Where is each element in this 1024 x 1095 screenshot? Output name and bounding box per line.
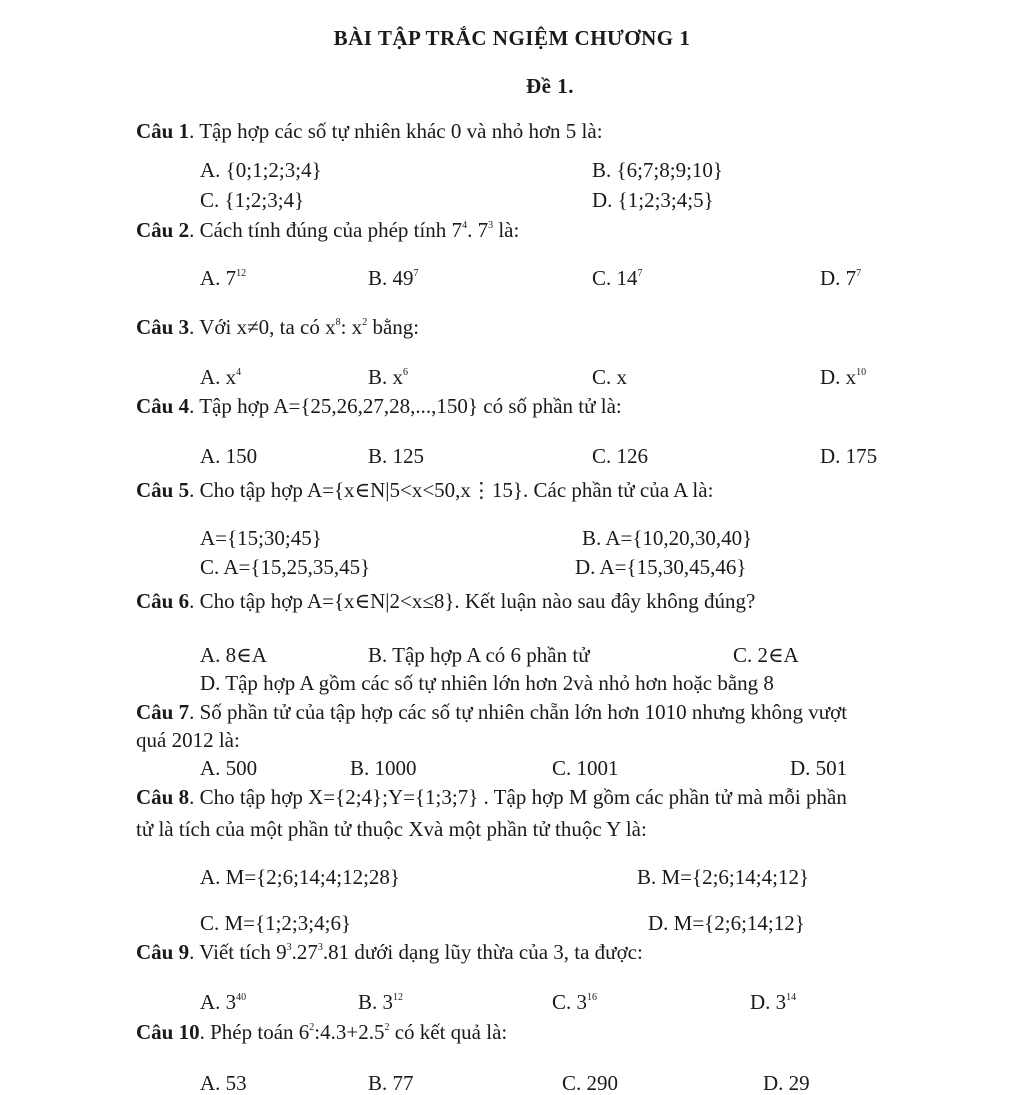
- q4-option-a: A. 150: [200, 444, 258, 468]
- page-title: BÀI TẬP TRẮC NGIỆM CHƯƠNG 1: [333, 26, 691, 50]
- question-5: Câu 5. Cho tập hợp A={x∈N|5<x<50,x⋮15}. Các phần tử của A là:: [136, 478, 714, 502]
- q1-option-a: A. {0;1;2;3;4}: [200, 158, 322, 182]
- q6-option-a: A. 8∈A: [200, 643, 267, 667]
- question-6: Câu 6. Cho tập hợp A={x∈N|2<x≤8}. Kết luận nào sau đây không đúng?: [136, 589, 756, 613]
- q1-option-d: D. {1;2;3;4;5}: [592, 188, 714, 212]
- q3-option-b: B. $x^6$: [368, 365, 409, 389]
- q7-option-b: B. 1000: [350, 756, 417, 780]
- q1-option-b: B. {6;7;8;9;10}: [592, 158, 724, 182]
- q5-option-c: C. A={15,25,35,45}: [200, 555, 371, 579]
- q9-option-b: B. $3^{12}$: [358, 990, 404, 1014]
- q3-option-d: D. $x^{10}$: [820, 365, 867, 389]
- q9-option-d: D. $3^{14}$: [750, 990, 797, 1014]
- q8-option-c: C. M={1;2;3;4;6}: [200, 911, 352, 935]
- q6-option-b: B. Tập hợp A có 6 phần tử: [368, 643, 590, 667]
- q3-option-a: A. $x^4$: [200, 365, 242, 389]
- q2-option-b: B. $49^7$: [368, 266, 419, 290]
- q6-option-c: C. 2∈A: [733, 643, 799, 667]
- q10-option-a: A. 53: [200, 1071, 247, 1095]
- q5-option-d: D. A={15,30,45,46}: [575, 555, 747, 579]
- q10-option-b: B. 77: [368, 1071, 414, 1095]
- q8-option-a: A. M={2;6;14;4;12;28}: [200, 865, 401, 889]
- question-3: Câu 3. Với x≠0, ta có $x^8$: $x^2$ bằng:: [136, 315, 420, 339]
- question-1: Câu 1. Tập hợp các số tự nhiên khác 0 và nhỏ hơn 5 là:: [136, 119, 603, 143]
- q9-option-c: C. $3^{16}$: [552, 990, 598, 1014]
- q7-option-a: A. 500: [200, 756, 258, 780]
- question-4: Câu 4. Tập hợp A={25,26,27,28,...,150} có số phần tử là:: [136, 394, 622, 418]
- question-10: Câu 10. Phép toán $6^2:4.3+2.5^2$ có kết quả là:: [136, 1020, 508, 1044]
- q7-option-d: D. 501: [790, 756, 848, 780]
- q4-option-d: D. 175: [820, 444, 878, 468]
- question-9: Câu 9. Viết tích $9^3.27^3.81$ dưới dạng lũy thừa của 3, ta được:: [136, 940, 643, 964]
- q5-option-b: B. A={10,20,30,40}: [582, 526, 753, 550]
- q9-option-a: A. $3^{40}$: [200, 990, 247, 1014]
- q2-option-a: A. $7^{12}$: [200, 266, 247, 290]
- q8-option-b: B. M={2;6;14;4;12}: [637, 865, 810, 889]
- q5-option-a: A={15;30;45}: [200, 526, 322, 550]
- q2-option-d: D. $7^7$: [820, 266, 862, 290]
- q2-option-c: C. $14^7$: [592, 266, 643, 290]
- q4-option-b: B. 125: [368, 444, 425, 468]
- question-7: Câu 7. Số phần tử của tập hợp các số tự nhiên chẵn lớn hơn 1010 nhưng không vượt: [136, 700, 848, 724]
- q8-option-d: D. M={2;6;14;12}: [648, 911, 805, 935]
- q10-option-c: C. 290: [562, 1071, 619, 1095]
- q7-option-c: C. 1001: [552, 756, 619, 780]
- page-subtitle: Đề 1.: [526, 74, 574, 98]
- q10-option-d: D. 29: [763, 1071, 810, 1095]
- q4-option-c: C. 126: [592, 444, 649, 468]
- question-2: Câu 2. Cách tính đúng của phép tính $7^4$. $7^3$ là:: [136, 218, 520, 242]
- question-7-continued: quá 2012 là:: [136, 728, 240, 752]
- question-8-continued: tử là tích của một phần tử thuộc Xvà một phần tử thuộc Y là:: [136, 817, 647, 841]
- q3-option-c: C. x: [592, 365, 628, 389]
- q6-option-d: D. Tập hợp A gồm các số tự nhiên lớn hơn 2và nhỏ hơn hoặc bằng 8: [200, 671, 774, 695]
- question-8: Câu 8. Cho tập hợp X={2;4};Y={1;3;7} . Tập hợp M gồm các phần tử mà mỗi phần: [136, 785, 847, 809]
- q1-option-c: C. {1;2;3;4}: [200, 188, 305, 212]
